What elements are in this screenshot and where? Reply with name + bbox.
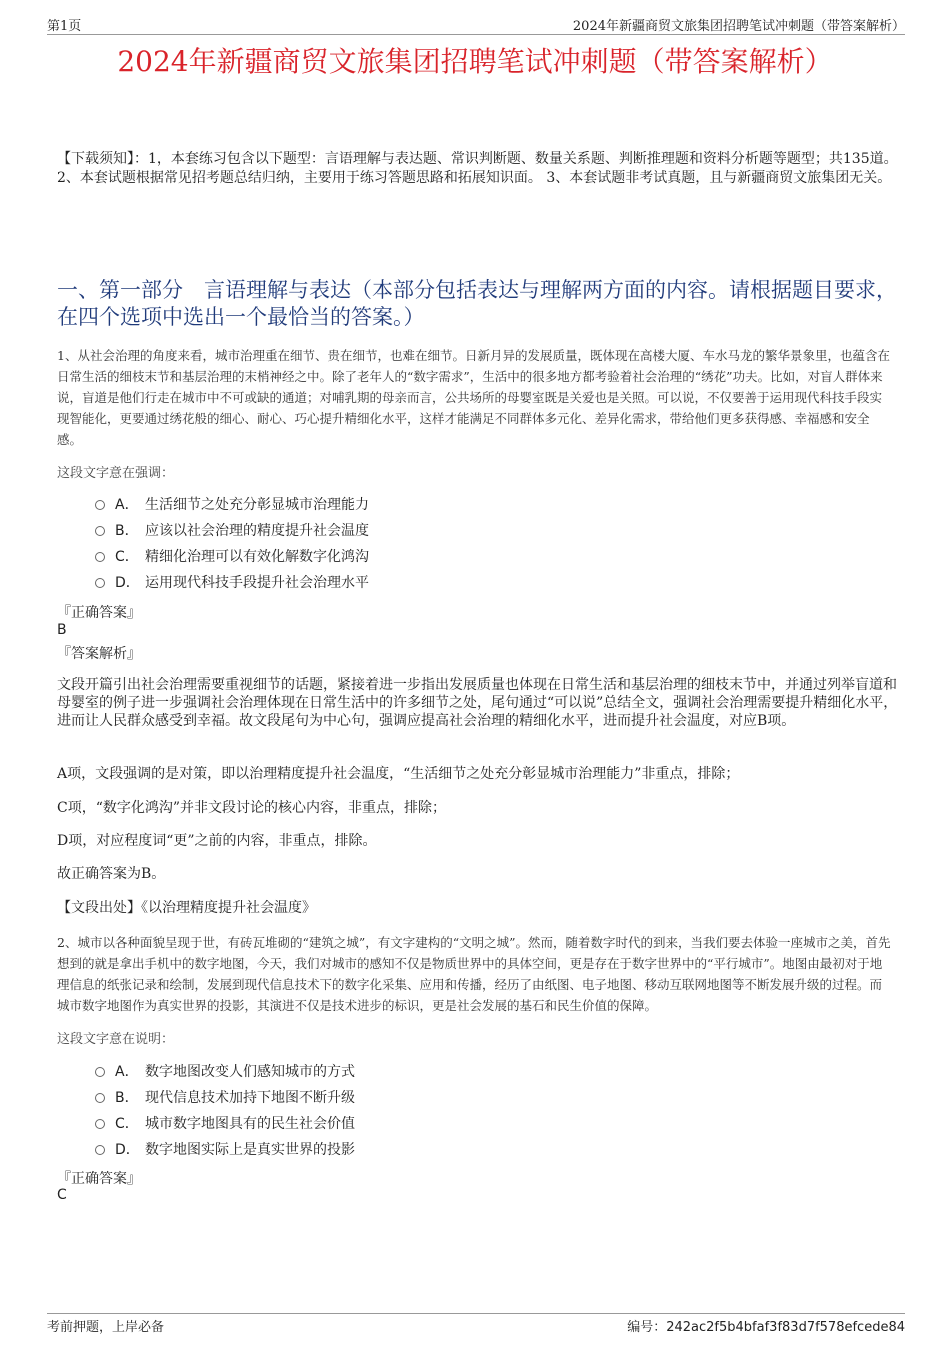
option-d[interactable]: D． 运用现代科技手段提升社会治理水平 (95, 570, 369, 596)
document-title: 2024年新疆商贸文旅集团招聘笔试冲刺题（带答案解析） (117, 45, 833, 78)
option-a[interactable]: A． 数字地图改变人们感知城市的方式 (95, 1059, 355, 1085)
question-1-prompt: 这段文字意在强调： (57, 466, 175, 481)
question-1-text: 1、从社会治理的角度来看，城市治理重在细节、贵在细节，也难在细节。日新月异的发展质量，既体现在高楼大厦、车水马龙的繁华景象里，也蕴含在日常生活的细枝末节和基层治理的末梢神经之中。除了老年人的“数字需求”，生活中的很多地方都考验着社会治理的“绣花”功夫。比如，对盲人群体来说，盲道是他们行走在城市中不可或缺的通道；对哺乳期的母亲而言，公共场所的母婴室既是关爱也是关照。可以说，不仅要善于运用现代科技手段实现智能化，更要通过绣花般的细心、耐心、巧心提升精细化水平，这样才能满足不同群体多元化、差异化需求，带给他们更多获得感、幸福感和安全感。 (57, 348, 890, 447)
page-header (47, 14, 905, 35)
option-c[interactable]: C． 城市数字地图具有的民生社会价值 (95, 1111, 355, 1137)
analysis-paragraph: 文段开篇引出社会治理需要重视细节的话题，紧接着进一步指出发展质量也体现在日常生活和基层治理的细枝末节中，并通过列举盲道和母婴室的例子进一步强调社会治理体现在日常生活中的许多细节之处，尾句通过“可以说”总结全文，强调社会治理需要提升精细化水平，进而让人民群众感受到幸福。故文段尾句为中心句，强调应提高社会治理的精细化水平，进而提升社会温度，对应B项。 (57, 677, 898, 729)
radio-icon[interactable] (95, 552, 105, 562)
option-b[interactable]: B． 应该以社会治理的精度提升社会温度 (95, 518, 369, 544)
radio-icon[interactable] (95, 1067, 105, 1077)
analysis-conclusion: 故正确答案为B。 (57, 866, 166, 882)
radio-icon[interactable] (95, 1145, 105, 1155)
source-note: 【文段出处】《以治理精度提升社会温度》 (57, 900, 316, 916)
question-2-text: 2、城市以各种面貌呈现于世，有砖瓦堆砌的“建筑之城”，有文字建构的“文明之城”。然而，随着数字时代的到来，当我们要去体验一座城市之美，首先想到的就是拿出手机中的数字地图，今天，我们对城市的感知不仅是物质世界中的具体空间，更是存在于数字世界中的“平行城市”。地图由最初对于地理信息的纸张记录和绘制，发展到现代信息技术下的数字化采集、应用和传播，经历了由纸图、电子地图、移动互联网地图等不断发展升级的过程。而城市数字地图作为真实世界的投影，其演进不仅是技术进步的标识，更是社会发展的基石和民生价值的保障。 (57, 935, 891, 1013)
analysis-item-a: A项，文段强调的是对策，即以治理精度提升社会温度，“生活细节之处充分彰显城市治理能力”非重点，排除； (57, 766, 740, 782)
analysis-label: 『答案解析』 (57, 646, 141, 662)
analysis-item-d: D项，对应程度词“更”之前的内容，非重点，排除。 (57, 833, 377, 849)
question-2-options (95, 1059, 355, 1163)
answer-value: B (57, 622, 67, 638)
option-b[interactable]: B． 现代信息技术加持下地图不断升级 (95, 1085, 355, 1111)
option-d[interactable]: D． 数字地图实际上是真实世界的投影 (95, 1137, 355, 1163)
answer-label: 『正确答案』 (57, 605, 141, 621)
analysis-item-c: C项，“数字化鸿沟”并非文段讨论的核心内容，非重点，排除； (57, 800, 447, 816)
radio-icon[interactable] (95, 500, 105, 510)
header-doc-title: 2024年新疆商贸文旅集团招聘笔试冲刺题（带答案解析） (572, 19, 905, 34)
page-footer (47, 1313, 905, 1336)
option-c[interactable]: C． 精细化治理可以有效化解数字化鸿沟 (95, 544, 369, 570)
radio-icon[interactable] (95, 578, 105, 588)
radio-icon[interactable] (95, 526, 105, 536)
answer-value: C (57, 1187, 67, 1203)
radio-icon[interactable] (95, 1119, 105, 1129)
radio-icon[interactable] (95, 1093, 105, 1103)
footer-slogan: 考前押题，上岸必备 (47, 1320, 165, 1335)
section-title: 一、第一部分 言语理解与表达（本部分包括表达与理解两方面的内容。请根据题目要求，在四个选项中选出一个最恰当的答案。） (57, 278, 897, 329)
document-code: 编号：242ac2f5b4bfaf3f83d7f578efcede84 (627, 1320, 905, 1335)
question-1-options (95, 492, 369, 596)
page-number: 第1页 (47, 19, 82, 34)
option-a[interactable]: A． 生活细节之处充分彰显城市治理能力 (95, 492, 369, 518)
answer-label: 『正确答案』 (57, 1171, 141, 1187)
question-2-prompt: 这段文字意在说明： (57, 1032, 175, 1047)
download-notice: 【下载须知】：1，本套练习包含以下题型：言语理解与表达题、常识判断题、数量关系题、判断推理题和资料分析题等题型；共135道。 2、本套试题根据常见招考题总结归纳，主要用于练习答题思路和拓展知识面。 3、本套试题非考试真题，且与新疆商贸文旅集团无关。 (57, 151, 898, 186)
